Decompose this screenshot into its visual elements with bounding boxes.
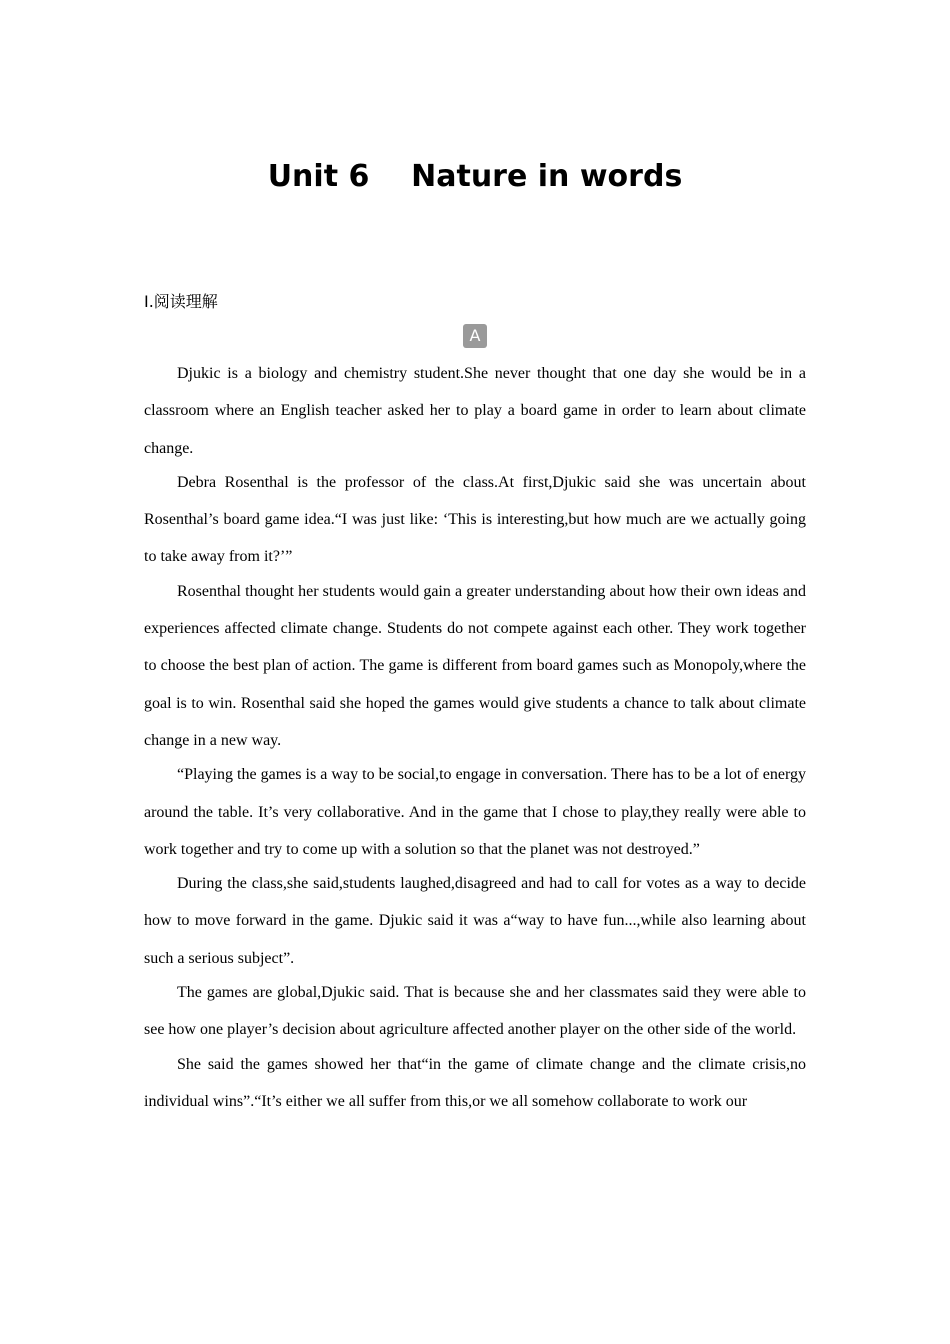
- paragraph-7: She said the games showed her that“in the game of climate change and the climate crisis,no individual wins”.“It’s either we all suffer from this,or we all somehow collaborate to work our: [144, 1055, 806, 1110]
- passage-label-badge: A: [463, 324, 487, 348]
- reading-passage: [144, 355, 806, 1117]
- paragraph-1: Djukic is a biology and chemistry student.She never thought that one day she would be in a classroom where an English teacher asked her to play a board game in order to learn about climate change.: [144, 365, 806, 457]
- paragraph-6: The games are global,Djukic said. That is because she and her classmates said they were able to see how one player’s decision about agriculture affected another player on the other side of the world.: [144, 984, 806, 1039]
- paragraph-2: Debra Rosenthal is the professor of the class.At first,Djukic said she was uncertain about Rosenthal’s board game idea.“I was just like: ‘This is interesting,but how much are we actually going to take away from it?’”: [144, 473, 806, 566]
- paragraph-5: During the class,she said,students laughed,disagreed and had to call for votes as a way to decide how to move forward in the game. Djukic said it was a“way to have fun...,while also learning about such a serious subject”.: [144, 875, 806, 967]
- section-heading: Ⅰ.阅读理解: [144, 292, 218, 311]
- page-title: Unit 6 Nature in words: [267, 159, 683, 194]
- paragraph-4: “Playing the games is a way to be social,to engage in conversation. There has to be a lot of energy around the table. It’s very collaborative. And in the game that I chose to play,they really were able to work together and try to come up with a solution so that the planet was not destroyed.”: [144, 766, 806, 858]
- paragraph-3: Rosenthal thought her students would gain a greater understanding about how their own ideas and experiences affected climate change. Students do not compete against each other. They work together to choose the best plan of action. The game is different from board games such as Monopoly,where the goal is to win. Rosenthal said she hoped the games would give students a chance to talk about climate change in a new way.: [144, 582, 806, 749]
